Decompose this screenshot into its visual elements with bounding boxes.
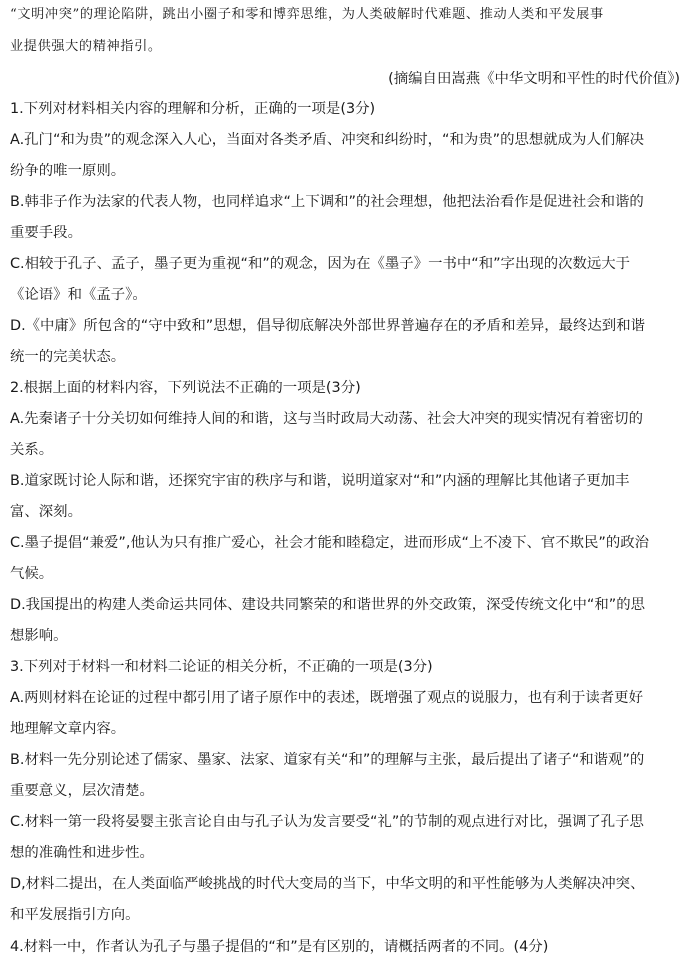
q2-option-c-line-1: C.墨子提倡“兼爱”,他认为只有推广爱心，社会才能和睦稳定，进而形成“上不凌下、官不欺民”的政治 xyxy=(10,535,650,551)
q1-option-c-line-1: C.相较于孔子、孟子，墨子更为重视“和”的观念，因为在《墨子》一书中“和”字出现的次数远大于 xyxy=(10,256,631,272)
q3-option-b-line-1: B.材料一先分别论述了儒家、墨家、法家、道家有关“和”的理解与主张，最后提出了诸子“和谐观”的 xyxy=(10,752,645,768)
q2-option-b-line-2: 富、深刻。 xyxy=(10,504,82,520)
question-4-stem: 4.材料一中，作者认为孔子与墨子提倡的“和”是有区别的，请概括两者的不同。(4分) xyxy=(10,939,549,955)
q2-option-d-line-2: 想影响。 xyxy=(10,628,68,644)
q1-option-d-line-1: D.《中庸》所包含的“守中致和”思想，倡导彻底解决外部世界普遍存在的矛盾和差异，最终达到和谐 xyxy=(10,318,645,334)
q3-option-c-line-1: C.材料一第一段将晏婴主张言论自由与孔子认为发言要受“礼”的节制的观点进行对比，强调了孔子思 xyxy=(10,814,644,830)
question-1-stem: 1.下列对材料相关内容的理解和分析，正确的一项是(3分) xyxy=(10,101,376,117)
q3-option-b-line-2: 重要意义，层次清楚。 xyxy=(10,783,154,799)
q3-option-a-line-2: 地理解文章内容。 xyxy=(10,721,126,737)
q2-option-c-line-2: 气候。 xyxy=(10,566,54,582)
intro-line-2: 业提供强大的精神指引。 xyxy=(10,39,162,54)
question-2-stem: 2.根据上面的材料内容，下列说法不正确的一项是(3分) xyxy=(10,380,361,396)
q1-option-a-line-2: 纷争的唯一原则。 xyxy=(10,163,126,179)
source-citation: (摘编自田嵩燕《中华文明和平性的时代价值》) xyxy=(388,71,680,87)
q2-option-d-line-1: D.我国提出的构建人类命运共同体、建设共同繁荣的和谐世界的外交政策，深受传统文化中“和”的思 xyxy=(10,597,645,613)
q2-option-b-line-1: B.道家既讨论人际和谐，还探究宇宙的秩序与和谐，说明道家对“和”内涵的理解比其他诸子更加丰 xyxy=(10,473,630,489)
q3-option-d-line-1: D,材料二提出，在人类面临严峻挑战的时代大变局的当下，中华文明的和平性能够为人类解决冲突、 xyxy=(10,876,645,892)
q1-option-b-line-2: 重要手段。 xyxy=(10,225,82,241)
q1-option-c-line-2: 《论语》和《孟子》。 xyxy=(10,287,147,303)
question-3-stem: 3.下列对于材料一和材料二论证的相关分析，不正确的一项是(3分) xyxy=(10,659,433,675)
q1-option-b-line-1: B.韩非子作为法家的代表人物，也同样追求“上下调和”的社会理想，他把法治看作是促进社会和谐的 xyxy=(10,194,644,210)
q2-option-a-line-1: A.先秦诸子十分关切如何维持人间的和谐，这与当时政局大动荡、社会大冲突的现实情况有着密切的 xyxy=(10,411,643,427)
q1-option-a-line-1: A.孔门“和为贵”的观念深入人心，当面对各类矛盾、冲突和纠纷时，“和为贵”的思想就成为人们解决 xyxy=(10,132,645,148)
q3-option-a-line-1: A.两则材料在论证的过程中都引用了诸子原作中的表述，既增强了观点的说服力，也有利于读者更好 xyxy=(10,690,643,706)
intro-line-1: “文明冲突”的理论陷阱，跳出小圈子和零和博弈思维，为人类破解时代难题、推动人类和平发展事 xyxy=(10,7,604,22)
q1-option-d-line-2: 统一的完美状态。 xyxy=(10,349,126,365)
q3-option-d-line-2: 和平发展指引方向。 xyxy=(10,907,140,923)
q2-option-a-line-2: 关系。 xyxy=(10,442,54,458)
q3-option-c-line-2: 想的准确性和进步性。 xyxy=(10,845,154,861)
